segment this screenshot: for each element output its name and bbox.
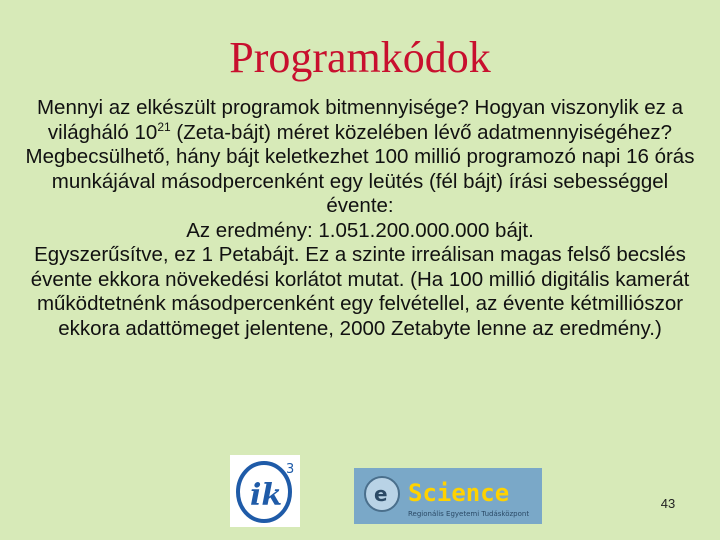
slide-body (22, 96, 698, 341)
paragraph-result: Az eredmény: 1.051.200.000.000 bájt. (186, 218, 534, 242)
paragraph-question (22, 96, 698, 145)
page-number: 43 (660, 496, 676, 511)
slide-title: Programkódok (229, 33, 491, 82)
escience-logo-wordmark: Science (408, 479, 510, 507)
ik3-logo (230, 455, 300, 527)
paragraph-conclusion: Egyszerűsítve, ez 1 Petabájt. Ez a szinte irreálisan magas felső becslés évente ekkora növekedési korlátot mutat. (Ha 100 millió digitális kamerát működtetnénk másodpercenként egy felvétellel, az évente kétmilliószor ekkora adattömeget jelentene, 2000 Zetabyte lenne az eredmény.) (30, 243, 690, 340)
ik3-logo-superscript: 3 (286, 462, 295, 477)
escience-logo-graphic (354, 468, 542, 524)
ik3-logo-letters: ik (250, 478, 283, 513)
paragraph-question-text-end: (Zeta-bájt) méret közelében lévő adatmennyiségéhez? (170, 120, 673, 144)
ik3-logo-graphic (230, 455, 300, 527)
escience-logo-tagline: Regionális Egyetemi Tudásközpont (408, 510, 530, 518)
escience-logo-e: e (374, 482, 388, 506)
paragraph-question-text: Mennyi az elkészült programok bitmennyisége? Hogyan viszonylik ez a világháló 10 (36, 96, 684, 144)
paragraph-estimate: Megbecsülhető, hány bájt keletkezhet 100 millió programozó napi 16 órás munkájával másodpercenként egy leütés (fél bájt) írási sebességgel évente: (25, 145, 695, 217)
escience-logo (354, 468, 542, 524)
exponent: 21 (157, 119, 171, 134)
